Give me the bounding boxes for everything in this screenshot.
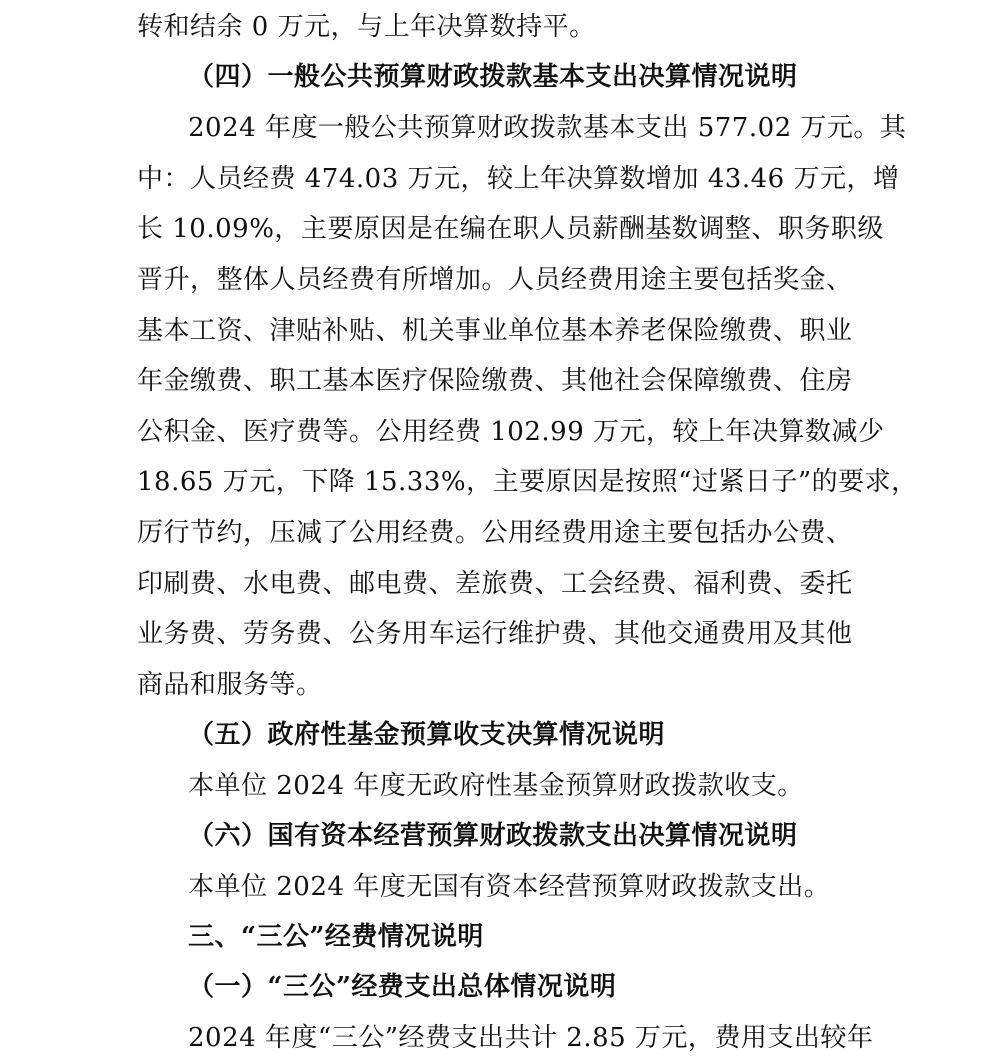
paragraph-line: 晋升，整体人员经费有所增加。人员经费用途主要包括奖金、 bbox=[137, 265, 853, 295]
paragraph-line: 转和结余 0 万元，与上年决算数持平。 bbox=[137, 12, 596, 42]
paragraph-line: 2024 年度“三公”经费支出共计 2.85 万元，费用支出较年 bbox=[188, 1023, 874, 1053]
paragraph-line: 公积金、医疗费等。公用经费 102.99 万元，较上年决算数减少 bbox=[137, 417, 885, 447]
subsection-heading: （四）一般公共预算财政拨款基本支出决算情况说明 bbox=[188, 62, 798, 92]
subsection-heading: （一）“三公”经费支出总体情况说明 bbox=[188, 972, 617, 1002]
subsection-heading: （五）政府性基金预算收支决算情况说明 bbox=[188, 720, 666, 750]
paragraph-line: 商品和服务等。 bbox=[137, 670, 323, 700]
paragraph-line: 长 10.09%，主要原因是在编在职人员薪酬基数调整、职务职级 bbox=[137, 214, 884, 244]
paragraph-line: 年金缴费、职工基本医疗保险缴费、其他社会保障缴费、住房 bbox=[137, 366, 853, 396]
paragraph-line: 2024 年度一般公共预算财政拨款基本支出 577.02 万元。其 bbox=[188, 113, 907, 143]
paragraph-line: 中：人员经费 474.03 万元，较上年决算数增加 43.46 万元，增 bbox=[137, 164, 900, 194]
paragraph-line: 18.65 万元，下降 15.33%，主要原因是按照“过紧日子”的要求， bbox=[137, 467, 918, 497]
subsection-heading: （六）国有资本经营预算财政拨款支出决算情况说明 bbox=[188, 821, 798, 851]
section-heading: 三、“三公”经费情况说明 bbox=[188, 922, 484, 952]
paragraph-line: 印刷费、水电费、邮电费、差旅费、工会经费、福利费、委托 bbox=[137, 569, 853, 599]
paragraph-line: 本单位 2024 年度无国有资本经营预算财政拨款支出。 bbox=[188, 872, 831, 902]
paragraph-line: 本单位 2024 年度无政府性基金预算财政拨款收支。 bbox=[188, 771, 804, 801]
paragraph-line: 基本工资、津贴补贴、机关事业单位基本养老保险缴费、职业 bbox=[137, 316, 853, 346]
paragraph-line: 厉行节约，压减了公用经费。公用经费用途主要包括办公费、 bbox=[137, 518, 853, 548]
paragraph-line: 业务费、劳务费、公务用车运行维护费、其他交通费用及其他 bbox=[137, 619, 853, 649]
